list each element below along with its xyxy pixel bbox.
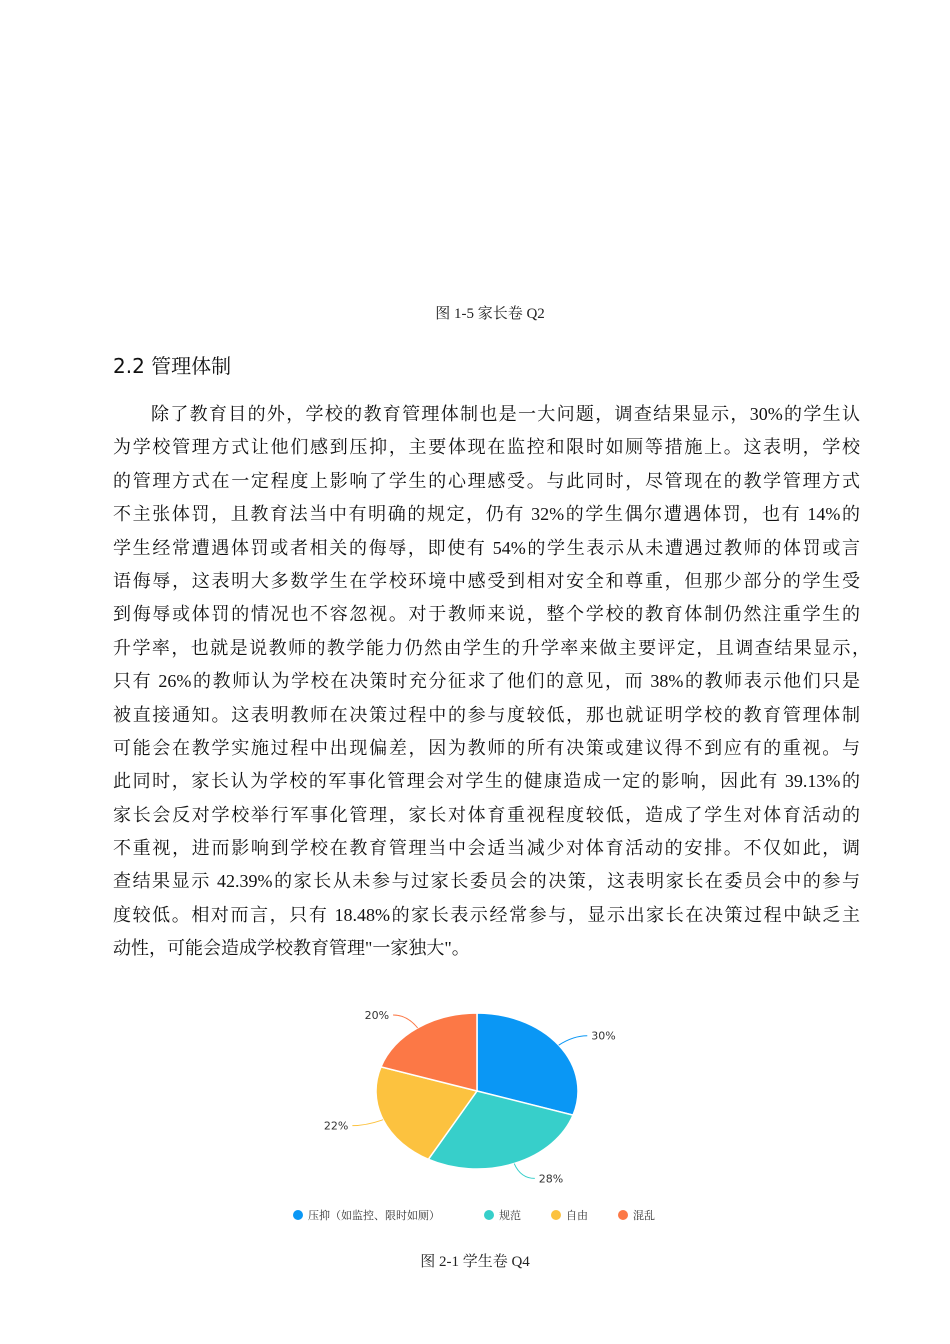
paragraph-line: 的管理方式在一定程度上影响了学生的心理感受。与此同时，尽管现在的教学管理方式 [113,470,860,491]
pie-data-label: 30% [591,1029,616,1043]
label-leader-line [559,1036,588,1045]
legend-marker [618,1210,628,1220]
paragraph-line: 语侮辱，这表明大多数学生在学校环境中感受到相对安全和尊重，但那少部分的学生受 [113,570,860,591]
pie-data-label: 28% [538,1172,564,1186]
paragraph-line: 只有 26%的教师认为学校在决策时充分征求了他们的意见，而 38%的教师表示他们只是 [113,671,860,692]
paragraph-line: 到侮辱或体罚的情况也不容忽视。对于教师来说，整个学校的教育体制仍然注重学生的 [113,604,860,625]
label-leader-line [393,1015,418,1028]
paragraph-line: 不重视，进而影响到学校在教育管理当中会适当减少对体育活动的安排。不仅如此，调 [113,838,860,859]
figure-caption-2-1: 图 2-1 学生卷 Q4 [420,1254,530,1270]
pie-data-label: 22% [323,1119,349,1133]
paragraph-line: 为学校管理方式让他们感到压抑，主要体现在监控和限时如厕等措施上。这表明，学校 [113,437,860,458]
section-heading: 2.2 管理体制 [113,354,232,378]
paragraph-line: 可能会在教学实施过程中出现偏差，因为教师的所有决策或建议得不到应有的重视。与 [113,737,860,758]
legend-label: 自由 [566,1209,588,1222]
legend-marker [484,1210,494,1220]
paragraph-line: 家长会反对学校举行军事化管理，家长对体育重视程度较低，造成了学生对体育活动的 [113,804,860,825]
paragraph-line: 除了教育目的外，学校的教育管理体制也是一大问题，调查结果显示，30%的学生认 [151,404,860,424]
paragraph-line: 学生经常遭遇体罚或者相关的侮辱，即使有 54%的学生表示从未遭遇过教师的体罚或言 [113,537,860,558]
paragraph-line: 动性，可能会造成学校教育管理"一家独大"。 [113,938,470,959]
pie-chart [280,995,680,1230]
paragraph-line: 度较低。相对而言，只有 18.48%的家长表示经常参与，显示出家长在决策过程中缺乏主 [113,904,860,925]
legend-label: 压抑（如监控、限时如厕） [308,1209,440,1222]
legend-label: 混乱 [633,1209,655,1222]
paragraph-line: 被直接通知。这表明教师在决策过程中的参与度较低，那也就证明学校的教育管理体制 [113,704,860,725]
paragraph-line: 此同时，家长认为学校的军事化管理会对学生的健康造成一定的影响，因此有 39.13%的 [113,771,860,792]
legend-label: 规范 [499,1209,521,1222]
figure-caption-1-5: 图 1-5 家长卷 Q2 [435,306,545,322]
paragraph-line: 升学率，也就是说教师的教学能力仍然由学生的升学率来做主要评定，且调查结果显示， [113,637,870,658]
legend-marker [551,1210,561,1220]
legend-marker [293,1210,303,1220]
pie-data-label: 20% [364,1008,390,1022]
body-paragraph [113,398,870,966]
paragraph-line: 不主张体罚，且教育法当中有明确的规定，仍有 32%的学生偶尔遭遇体罚，也有 14%的 [113,504,860,525]
label-leader-line [352,1120,383,1126]
paragraph-line: 查结果显示 42.39%的家长从未参与过家长委员会的决策，这表明家长在委员会中的参与 [113,871,860,892]
label-leader-line [514,1164,535,1179]
